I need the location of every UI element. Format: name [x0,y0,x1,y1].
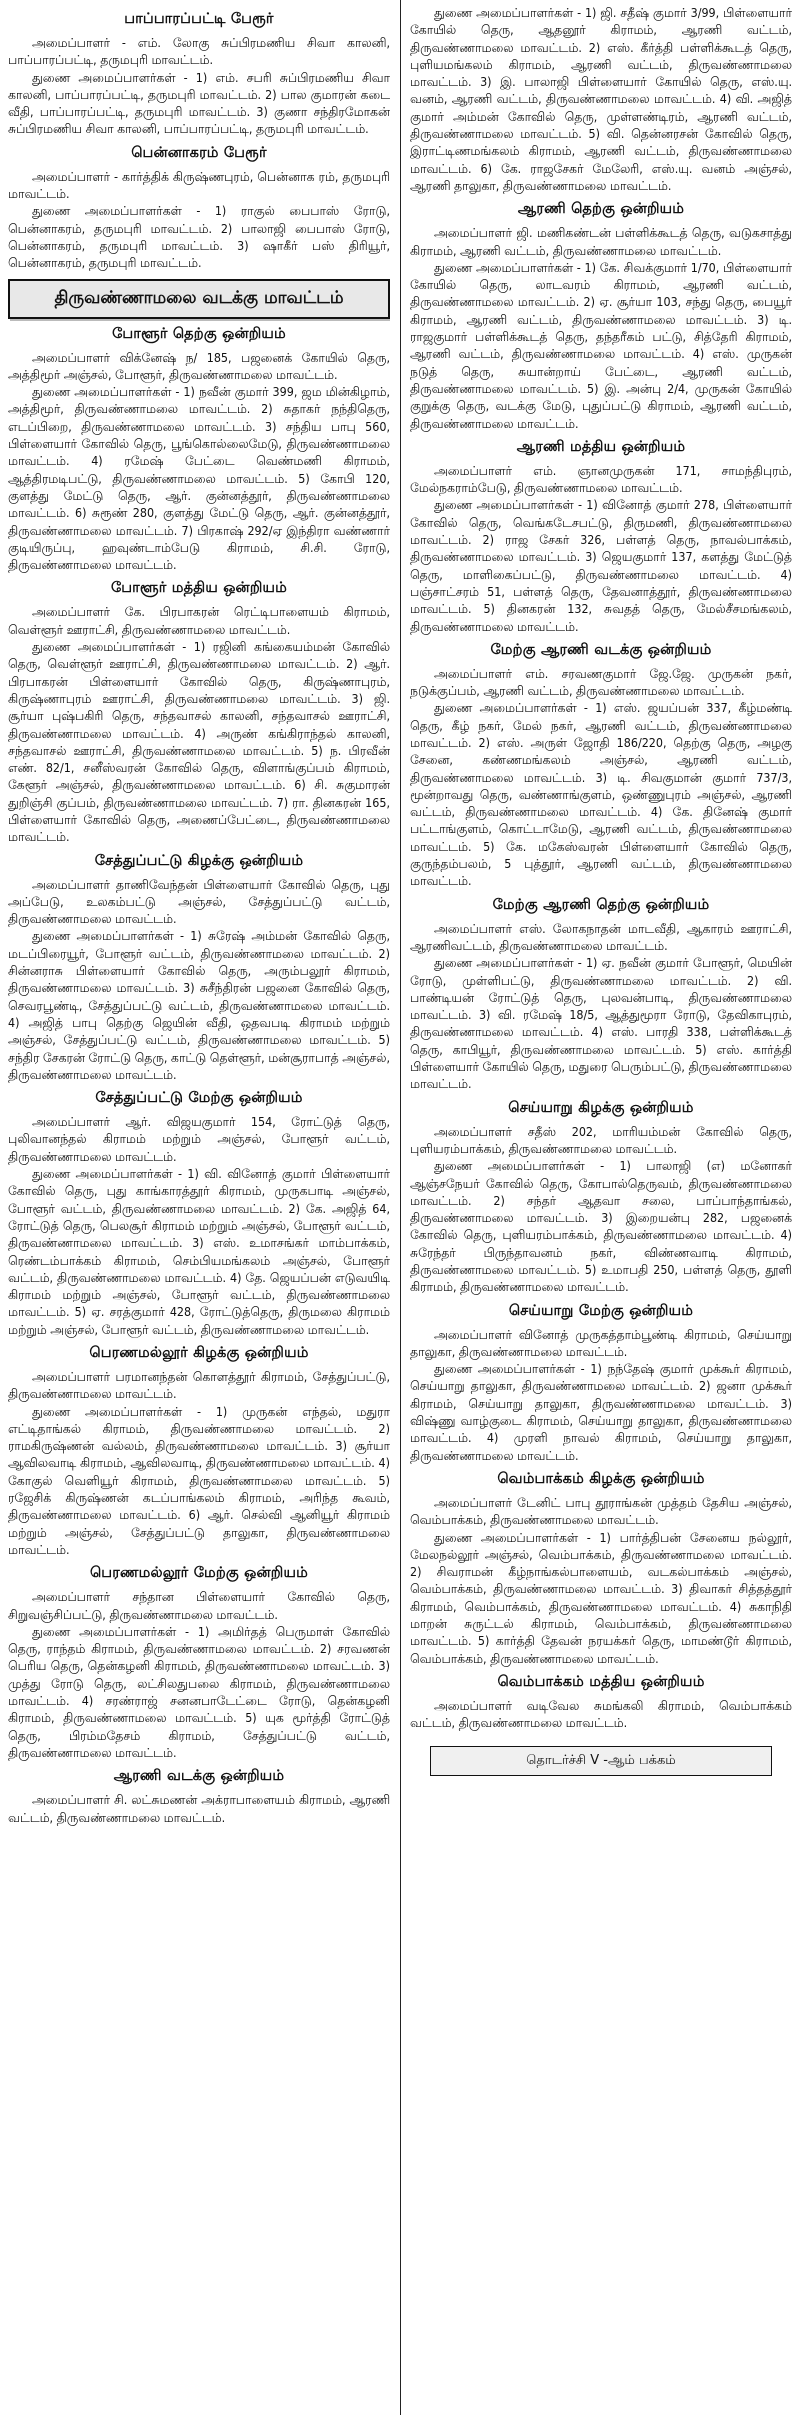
section-heading: போளூர் தெற்கு ஒன்றியம் [112,325,286,342]
text-paragraph: அமைப்பாளர் வினோத் முருகத்தாம்பூண்டி கிராமம், செய்யாறு தாலுகா, திருவண்ணாமலை மாவட்டம். [410,1326,792,1359]
section-heading: ஆரணி வடக்கு ஒன்றியம் [113,1768,285,1785]
text-paragraph: துணை அமைப்பாளர்கள் - 1) நந்தேஷ் குமார் முக்கூர் கிராமம், செய்யாறு தாலுகா, திருவண்ணாமலை மாவட்டம். 2) ஜனா முக்கூர் கிராமம், செய்யாறு தாலுகா, திருவண்ணாமலை மாவட்டம். 3) விஷ்ணு வாழ்குடை கிராமம், செய்யாறு தாலுகா, திருவண்ணாமலை மாவட்டம். 4) முரளி நாவல் கிராமம், செய்யாறு தாலுகா, திருவண்ணாமலை மாவட்டம். [410,1361,792,1463]
text-paragraph: துணை அமைப்பாளர்கள் - 1) முருகன் எந்தல், மதுரா எட்டிதாங்கல் கிராமம், திருவண்ணாமலை மாவட்டம். 2) ராமகிருஷ்ணன் வல்லம், திருவண்ணாமலை மாவட்டம். 3) சூர்யா ஆவிலவாடி கிராமம், ஆவிலவாடி, திருவண்ணாமலை மாவட்டம். 4) கோகுல் வெளியூர் கிராமம், திருவண்ணாமலை மாவட்டம். 5) ரஜேசிக் கிருஷ்ணன் கடப்பாங்கலம் கிராமம், அரிந்த கூவம், திருவண்ணாமலை மாவட்டம். 6) ஆர். செல்வி ஆனியூர் கிராமம் மற்றும் அஞ்சல், சேத்துப்பட்டு தாலுகா, திருவண்ணாமலை மாவட்டம். [8,1403,390,1557]
continuation-note: தொடர்ச்சி V -ஆம் பக்கம் [430,1746,772,1776]
section-heading: சேத்துப்பட்டு கிழக்கு ஒன்றியம் [94,852,304,869]
text-paragraph: துணை அமைப்பாளர்கள் - 1) ஜி. சதீஷ் குமார் 3/99, பிள்ளையார் கோயில் தெரு, ஆதனூர் கிராமம், ஆரணி வட்டம், திருவண்ணாமலை மாவட்டம். 2) எஸ். கீர்த்தி பள்ளிக்கூடத் தெரு, புளியமங்கலம் கிராமம், ஆரணி வட்டம், திருவண்ணாமலை மாவட்டம். 3) இ. பாலாஜி பிள்ளையார் கோயில் தெரு, எஸ்.யு. வனம், ஆரணி வட்டம், திருவண்ணாமலை மாவட்டம். 4) வி. அஜித் குமார் அம்மன் கோவில் தெரு, முள்ளண்டிரம், ஆரணி வட்டம், திருவண்ணாமலை மாவட்டம். 5) வி. தென்னரசன் கோவில் தெரு, இராட்டிணமங்கலம் கிராமம், ஆரணி வட்டம், திருவண்ணாமலை மாவட்டம். 6) கே. ராஜசேகர் மேலேரி, எஸ்.யு. வனம் அஞ்சல், ஆரணி தாலுகா, திருவண்ணாமலை மாவட்டம். [410,5,792,193]
text-paragraph: அமைப்பாளர் வடிவேல சுமங்கலி கிராமம், வெம்பாக்கம் வட்டம், திருவண்ணாமலை மாவட்டம். [410,1697,792,1731]
section-heading: வெம்பாக்கம் கிழக்கு ஒன்றியம் [497,1470,705,1487]
section-heading: போளூர் மத்திய ஒன்றியம் [111,580,287,597]
text-paragraph: அமைப்பாளர் - எம். லோகு சுப்பிரமணிய சிவா காலனி, பாப்பாரப்பட்டி, தருமபுரி மாவட்டம். [8,35,390,68]
section-heading: செய்யாறு மேற்கு ஒன்றியம் [508,1302,694,1319]
section-heading: சேத்துப்பட்டு மேற்கு ஒன்றியம் [95,1090,303,1107]
text-paragraph: அமைப்பாளர் - கார்த்திக் கிருஷ்ணபுரம், பென்னாக ரம், தருமபுரி மாவட்டம். [8,168,390,202]
section-heading: ஆரணி மத்திய ஒன்றியம் [516,438,686,455]
text-paragraph: துணை அமைப்பாளர்கள் - 1) ரஜினி கங்கையம்மன் கோவில் தெரு, வெள்ளூர் ஊராட்சி, திருவண்ணாமலை மாவட்டம். 2) ஆர். பிரபாகரன் பிள்ளையார் கோவில் தெரு, கிருஷ்ணாபுரம், கிருஷ்ணாபுரம் ஊராட்சி, திருவண்ணாமலை மாவட்டம். 3) ஜி. சூர்யா புஷ்பகிரி தெரு, சந்தவாசல் காலனி, சந்தவாசல் ஊராட்சி, திருவண்ணாமலை மாவட்டம். 4) அருண் கங்கிராந்தல் காலனி, சந்தவாசல் ஊராட்சி, திருவண்ணாமலை மாவட்டம். 5) ந. பிரவீன் எண். 82/1, சனீஸ்வரன் கோவில் தெரு, விளாங்குப்பம் கிராமம், கேளூர் அஞ்சல், திருவண்ணாமலை மாவட்டம். 6) சி. சுகுமாரன் துறிஞ்சி குப்பம், திருவண்ணாமலை மாவட்டம். 7) ரா. தினகரன் 165, பிள்ளையார் கோவில் தெரு, அணைப்பேட்டை, திருவண்ணாமலை மாவட்டம். [8,639,390,845]
section-heading: பெரணமல்லூர் கிழக்கு ஒன்றியம் [89,1345,309,1361]
left-column [8,4,390,2411]
right-column-body [410,4,792,1732]
text-paragraph: அமைப்பாளர் ஜி. மணிகண்டன் பள்ளிக்கூடத் தெரு, வடுகசாத்து கிராமம், ஆரணி வட்டம், திருவண்ணாமலை மாவட்டம். [410,225,792,258]
text-paragraph: அமைப்பாளர் கே. பிரபாகரன் ரெட்டிபாளையம் கிராமம், வெள்ளூர் ஊராட்சி, திருவண்ணாமலை மாவட்டம். [8,604,390,637]
section-heading: பெரணமல்லூர் மேற்கு ஒன்றியம் [90,1565,308,1582]
text-paragraph: அமைப்பாளர் சதீஸ் 202, மாரியம்மன் கோவில் தெரு, புளியரம்பாக்கம், திருவண்ணாமலை மாவட்டம். [410,1123,792,1156]
text-paragraph: துணை அமைப்பாளர்கள் - 1) வினோத் குமார் 278, பிள்ளையார் கோவில் தெரு, வெங்கடேசபட்டு, திருமணி, திருவண்ணாமலை மாவட்டம். 2) ராஜ சேகர் 326, பள்ளத் தெரு, நாவல்பாக்கம், திருவண்ணாமலை மாவட்டம். 3) ஜெயகுமார் 137, களத்து மேட்டுத் தெரு, மாளிகைப்பட்டு, திருவண்ணாமலை மாவட்டம். 4) பஞ்சாட்சரம் 51, பள்ளத் தெரு, தேவனாத்தூர், திருவண்ணாமலை மாவட்டம். 5) தினகரன் 132, சுவதத் தெரு, மேல்சீசமங்கலம், திருவண்ணாமலை மாவட்டம். [410,497,792,634]
text-paragraph: துணை அமைப்பாளர்கள் - 1) அமிர்தத் பெருமாள் கோவில் தெரு, ராந்தம் கிராமம், திருவண்ணாமலை மாவட்டம். 2) சரவணன் பெரிய தெரு, தென்கழனி கிராமம், திருவண்ணாமலை மாவட்டம். 3) முத்து ரோடு தெரு, லட்சிலதுபலை கிராமம், திருவண்ணாமலை மாவட்டம். 4) சரண்ராஜ் சனனபாடேட்டை ரோடு, தென்கழனி கிராமம், திருவண்ணாமலை மாவட்டம். 5) யுக மூர்த்தி ரோட்டுத் தெரு, பிரம்மதேசம் கிராமம், சேத்துப்பட்டு வட்டம், திருவண்ணாமலை மாவட்டம். [8,1623,390,1760]
section-heading: ஆரணி தெற்கு ஒன்றியம் [517,201,685,218]
text-paragraph: துணை அமைப்பாளர்கள் - 1) கே. சிவக்குமார் 1/70, பிள்ளையார் கோயில் தெரு, லாடவரம் கிராமம், ஆரணி வட்டம், திருவண்ணாமலை மாவட்டம். 2) ஏ. சூர்யா 103, சந்து தெரு, பையூர் கிராமம், ஆரணி வட்டம், திருவண்ணாமலை மாவட்டம். 3) டி. ராஜகுமார் பள்ளிக்கூடத் தெரு, தந்தரீகம் பட்டு, சித்தேரி கிராமம், ஆரணி வட்டம், திருவண்ணாமலை மாவட்டம். 4) எஸ். முருகன் நடுத் தெரு, சுயான்றாய் பேட்டை, ஆரணி வட்டம், திருவண்ணாமலை மாவட்டம். 5) இ. அன்பு 2/4, முருகன் கோயில் குறுக்கு தெரு, வடக்கு மேடு, புதுப்பட்டு கிராமம், ஆரணி வட்டம், திருவண்ணாமலை மாவட்டம். [410,259,792,431]
section-heading: பென்னாகரம் பேரூர் [131,144,267,161]
text-paragraph: துணை அமைப்பாளர்கள் - 1) எம். சபரி சுப்பிரமணிய சிவா காலனி, பாப்பாரப்பட்டி, தருமபுரி மாவட்டம். 2) பால குமாரன் கடை வீதி, பாப்பாரப்பட்டி, தருமபுரி மாவட்டம். 3) குணா சந்திரமோகன் சுப்பிரமணிய சிவா காலனி, பாப்பாரப்பட்டி, தருமபுரி மாவட்டம். [8,69,390,137]
text-paragraph: அமைப்பாளர் எம். சரவணகுமார் ஜே.ஜே. முருகன் நகர், நடுக்குப்பம், ஆரணி வட்டம், திருவண்ணாமலை மாவட்டம். [410,665,792,699]
right-column [410,4,792,2411]
text-paragraph: அமைப்பாளர் தாணிவேந்தன் பிள்ளையார் கோவில் தெரு, புது அப்பேடு, உலகம்பட்டு அஞ்சல், சேத்துப்பட்டு வட்டம், திருவண்ணாமலை மாவட்டம். [8,876,390,927]
text-paragraph: துணை அமைப்பாளர்கள் - 1) சுரேஷ் அம்மன் கோவில் தெரு, மடப்பிரையூர், போளூர் வட்டம், திருவண்ணாமலை மாவட்டம். 2) சின்னராசு பிள்ளையார் கோவில் தெரு, அரும்பலூர் கிராமம், திருவண்ணாமலை மாவட்டம். 3) சுசீந்திரன் பஜனை கோவில் தெரு, செவரபூண்டி, சேத்துப்பட்டு வட்டம், திருவண்ணாமலை மாவட்டம். 4) அஜித் பாபு தெற்கு ஜெயின் வீதி, ஒதவபடி கிராமம் மற்றும் அஞ்சல், சேத்துப்பட்டு வட்டம், திருவண்ணாமலை மாவட்டம். 5) சந்திர சேகரன் ரோட்டு தெரு, காட்டு தெள்ளூர், மன்சூராபாத் அஞ்சல், திருவண்ணாமலை மாவட்டம். [8,928,390,1082]
section-heading: வெம்பாக்கம் மத்திய ஒன்றியம் [497,1673,705,1690]
section-heading: மேற்கு ஆரணி வடக்கு ஒன்றியம் [490,641,712,658]
text-paragraph: துணை அமைப்பாளர்கள் - 1) ராகுல் பைபாஸ் ரோடு, பென்னாகரம், தருமபுரி மாவட்டம். 2) பாலாஜி பைபாஸ் ரோடு, பென்னாகரம், தருமபுரி மாவட்டம். 3) ஷாகீர் பஸ் திரியூர், பென்னாகரம், தருமபுரி மாவட்டம். [8,203,390,271]
text-paragraph: அமைப்பாளர் சந்தான பிள்ளையார் கோவில் தெரு, சிறுவஞ்சிப்பட்டு, திருவண்ணாமலை மாவட்டம். [8,1589,390,1622]
text-paragraph: அமைப்பாளர் பரமானந்தன் கொளத்தூர் கிராமம், சேத்துப்பட்டு, திருவண்ணாமலை மாவட்டம். [8,1369,390,1402]
section-heading: செய்யாறு கிழக்கு ஒன்றியம் [508,1099,694,1116]
text-paragraph: துணை அமைப்பாளர்கள் - 1) வி. வினோத் குமார் பிள்ளையார் கோவில் தெரு, புது காங்காரத்தூர் கிராமம், முருகபாடி அஞ்சல், போளூர் வட்டம், திருவண்ணாமலை மாவட்டம். 2) கே. அஜித் 64, ரோட்டுத் தெரு, பெலசூர் கிராமம் மற்றும் அஞ்சல், போளூர் வட்டம், திருவண்ணாமலை மாவட்டம். 3) எஸ். உமாசங்கர் மாம்பாக்கம், ரெண்டம்பாக்கம் கிராமம், செம்பியமங்கலம் அஞ்சல், போளூர் வட்டம், திருவண்ணாமலை மாவட்டம். 4) தே. ஜெயப்பன் எடுவயிடி கிராமம் மற்றும் அஞ்சல், போளூர் வட்டம், திருவண்ணாமலை மாவட்டம். 5) ஏ. சரத்குமார் 428, ரோட்டுத்தெரு, திருமலை கிராமம் மற்றும் அஞ்சல், போளூர் வட்டம், திருவண்ணாமலை மாவட்டம். [8,1166,390,1337]
section-heading: மேற்கு ஆரணி தெற்கு ஒன்றியம் [492,896,710,913]
column-divider [400,0,401,2415]
text-paragraph: துணை அமைப்பாளர்கள் - 1) நவீன் குமார் 399, ஜம மின்கிழாம், அத்திமூர், திருவண்ணாமலை மாவட்டம். 2) சுதாகர் நந்திதெரு, எடப்பிறை, திருவண்ணாமலை மாவட்டம். 3) சந்திய பாபு 560, பிள்ளையார் கோவில் தெரு, பூங்கொல்லைமேடு, திருவண்ணாமலை மாவட்டம். 4) ரமேஷ் பேட்டை வெண்மணி கிராமம், ஆத்திரமடிபட்டு, திருவண்ணாமலை மாவட்டம். 5) கோபி 120, குளத்து மேட்டு தெரு, ஆர். குன்னத்தூர், திருவண்ணாமலை மாவட்டம். 6) சுரூண் 280, குளத்து மேட்டு தெரு, ஆர். குன்னத்தூர், திருவண்ணாமலை மாவட்டம். 7) பிரகாஷ் 292/ஏ இந்திரா வண்ணார் குடியிருப்பு, ஹவுண்டாம்பேடு கிராமம், சி.சி. ரோடு, திருவண்ணாமலை மாவட்டம். [8,384,390,573]
district-banner: திருவண்ணாமலை வடக்கு மாவட்டம் [8,279,390,319]
text-paragraph: அமைப்பாளர் சி. லட்சுமணன் அக்ராபாளையம் கிராமம், ஆரணி வட்டம், திருவண்ணாமலை மாவட்டம். [8,1792,390,1825]
text-paragraph: அமைப்பாளர் டேனிட் பாபு தூராங்கன் முத்தம் தேசிய அஞ்சல், வெம்பாக்கம், திருவண்ணாமலை மாவட்டம். [410,1494,792,1528]
text-paragraph: துணை அமைப்பாளர்கள் - 1) பார்த்திபன் சேனைய நல்லூர், மேலநல்லூர் அஞ்சல், வெம்பாக்கம், திருவண்ணாமலை மாவட்டம். 2) சிவராமன் கீழ்நாங்கல்பாளையம், வடகல்பாக்கம் அஞ்சல், வெம்பாக்கம், திருவண்ணாமலை மாவட்டம். 3) திவாகர் சித்தத்தூர் கிராமம், வெம்பாக்கம், திருவண்ணாமலை மாவட்டம். 4) சுகாநிதி மாறன் சுருட்டல் கிராமம், வெம்பாக்கம், திருவண்ணாமலை மாவட்டம். 5) கார்த்தி தேவன் நரயக்கர் தெரு, மாமண்டூர் கிராமம், வெம்பாக்கம், திருவண்ணாமலை மாவட்டம். [410,1529,792,1666]
text-paragraph: அமைப்பாளர் எஸ். லோகநாதன் மாடவீதி, ஆகாரம் ஊராட்சி, ஆரணிவட்டம், திருவண்ணாமலை மாவட்டம். [410,920,792,953]
text-paragraph: அமைப்பாளர் ஆர். விஜயகுமார் 154, ரோட்டுத் தெரு, புலிவானந்தல் கிராமம் மற்றும் அஞ்சல், போளூர் வட்டம், திருவண்ணாமலை மாவட்டம். [8,1114,390,1164]
section-heading: பாப்பாரப்பட்டி பேரூர் [124,11,274,27]
text-paragraph: துணை அமைப்பாளர்கள் - 1) பாலாஜி (எ) மனோகர் ஆஞ்சநேயர் கோவில் தெரு, கோபால்தெருவம், திருவண்ணாமலை மாவட்டம். 2) சந்தர் ஆதவா சலை, பாப்பாந்தாங்கல், திருவண்ணாமலை மாவட்டம். 3) இறையன்பு 282, பஜனைக் கோவில் தெரு, புளியரம்பாக்கம், திருவண்ணாமலை மாவட்டம். 4) சுரேந்தர் பிருந்தாவனம் நகர், விண்ணவாடி கிராமம், திருவண்ணாமலை மாவட்டம். 5) உமாபதி 250, பள்ளத் தெரு, தூளி கிராமம், திருவண்ணாமலை மாவட்டம். [410,1158,792,1295]
text-paragraph: அமைப்பாளர் விக்னேஷ் ந/ 185, பஜனைக் கோயில் தெரு, அத்திமூர் அஞ்சல், போளூர், திருவண்ணாமலை மாவட்டம். [8,349,390,382]
text-paragraph: அமைப்பாளர் எம். ஞானமுருகன் 171, சாமந்திபுரம், மேல்நகராம்பேடு, திருவண்ணாமலை மாவட்டம். [410,462,792,496]
text-paragraph: துணை அமைப்பாளர்கள் - 1) எஸ். ஜயப்பன் 337, கீழ்மண்டி தெரு, கீழ் நகர், மேல் நகர், ஆரணி வட்டம், திருவண்ணாமலை மாவட்டம். 2) எஸ். அருள் ஜோதி 186/220, தெற்கு தெரு, அழகு சேனை, கண்ணமங்கலம் அஞ்சல், ஆரணி வட்டம், திருவண்ணாமலை மாவட்டம். 3) டி. சிவகுமான் குமார் 737/3, மூன்றாவது தெரு, வண்ணாங்குளம், ஒண்ணுபுரம் அஞ்சல், ஆரணி வட்டம், திருவண்ணாமலை மாவட்டம். 4) கே. தினேஷ் குமார் பட்டாங்குளம், கொட்டாமேடு, ஆரணி வட்டம், திருவண்ணாமலை மாவட்டம். 5) கே. மகேஸ்வரன் பிள்ளையார் கோவில் தெரு, குருந்தம்பலம், 5 புத்தூர், ஆரணி வட்டம், திருவண்ணாமலை மாவட்டம். [410,700,792,889]
text-paragraph: துணை அமைப்பாளர்கள் - 1) ஏ. நவீன் குமார் போளூர், மெயின் ரோடு, முள்ளிபட்டு, திருவண்ணாமலை மாவட்டம். 2) வி. பாண்டியன் ரோட்டுத் தெரு, புலவன்பாடி, திருவண்ணாமலை மாவட்டம். 3) வி. ரமேஷ் 18/5, ஆத்துமூரா ரோடு, தேவிகாபுரம், திருவண்ணாமலை மாவட்டம். 4) எஸ். பாரதி 338, பள்ளிக்கூடத் தெரு, காபியூர், திருவண்ணாமலை மாவட்டம். 5) எஸ். கார்த்தி பிள்ளையார் கோயில் தெரு, மதுரை பெரும்பட்டு, திருவண்ணாமலை மாவட்டம். [410,955,792,1092]
